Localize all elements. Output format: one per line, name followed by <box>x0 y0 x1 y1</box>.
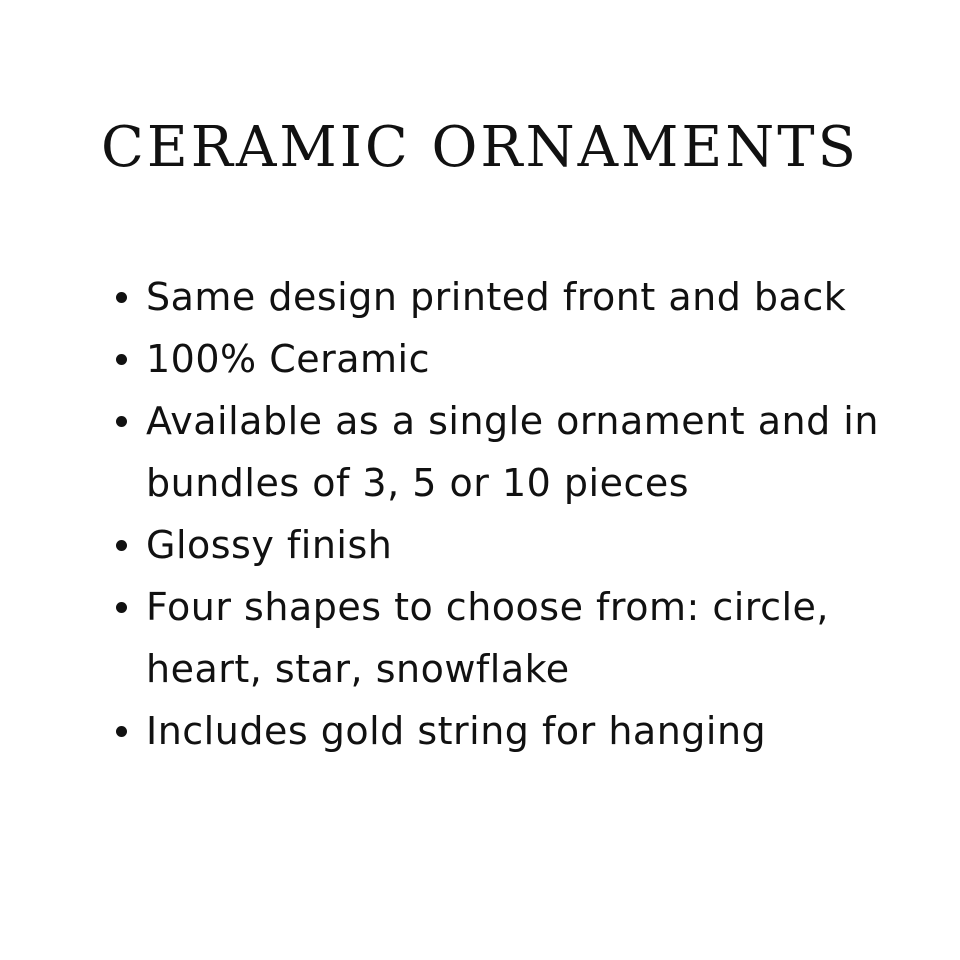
feature-item-finish <box>112 514 932 576</box>
bullet-icon <box>116 602 127 613</box>
bullet-icon <box>116 726 127 737</box>
bullet-icon <box>116 354 127 365</box>
feature-text: Same design printed front and back <box>146 275 847 319</box>
feature-item-string <box>112 700 932 762</box>
bullet-icon <box>116 292 127 303</box>
feature-item-design <box>112 266 932 328</box>
feature-text: Available as a single ornament and in bundles of 3, 5 or 10 pieces <box>146 399 879 505</box>
feature-text: Four shapes to choose from: circle, heart, star, snowflake <box>146 585 830 691</box>
bullet-icon <box>116 416 127 427</box>
feature-text: 100% Ceramic <box>146 337 431 381</box>
bullet-icon <box>116 540 127 551</box>
feature-item-availability <box>112 390 932 514</box>
feature-text: Includes gold string for hanging <box>146 709 767 753</box>
feature-list <box>112 266 932 762</box>
feature-text: Glossy finish <box>146 523 393 567</box>
feature-item-shapes <box>112 576 932 700</box>
feature-item-material <box>112 328 932 390</box>
page-title: CERAMIC ORNAMENTS <box>101 115 859 180</box>
